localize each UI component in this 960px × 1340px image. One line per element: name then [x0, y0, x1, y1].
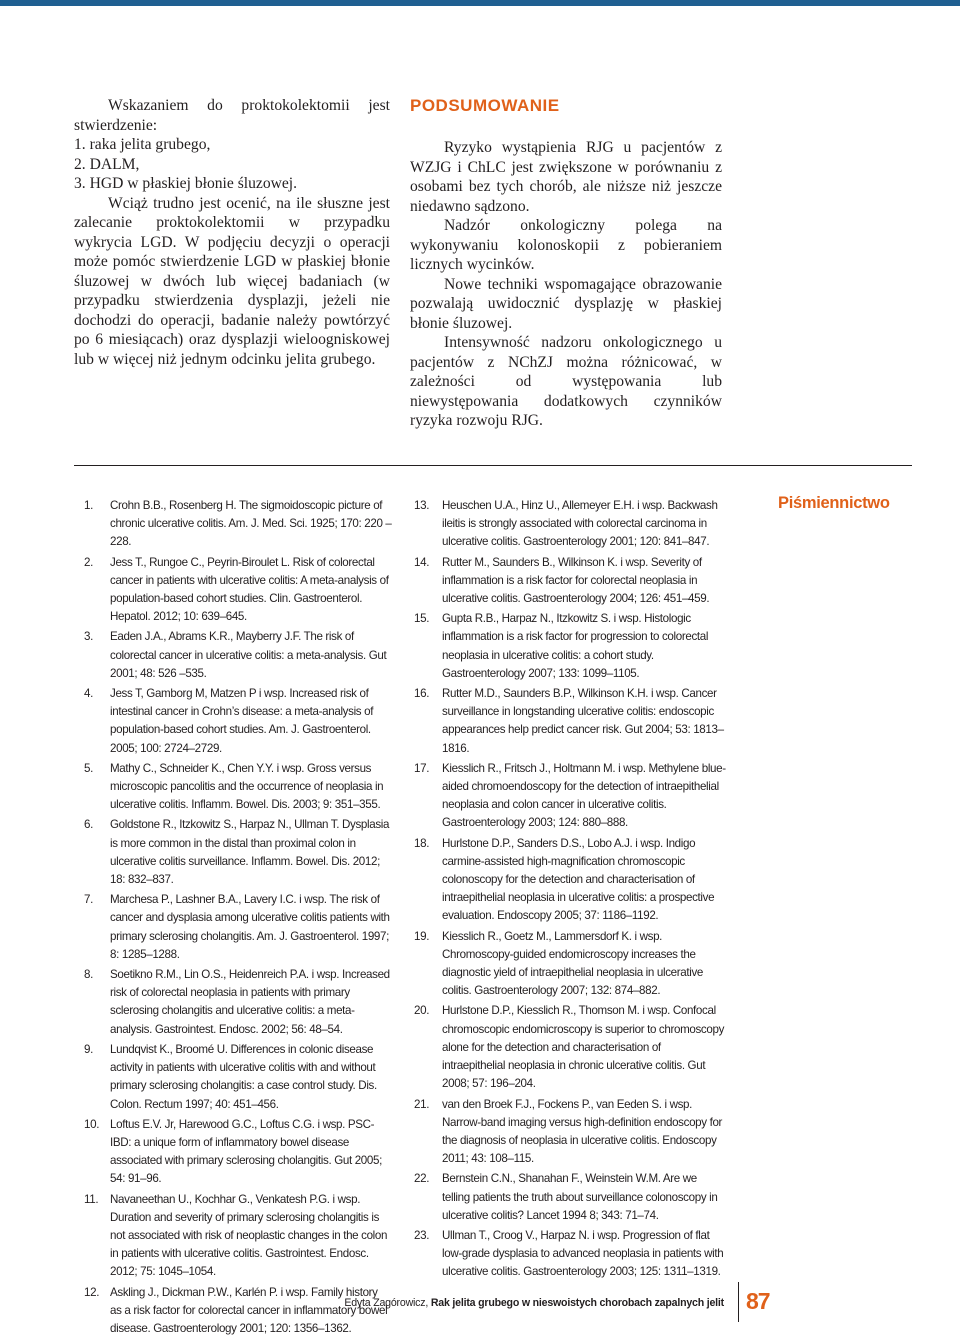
reference-item: [84, 1041, 392, 1114]
references-heading: Piśmiennictwo: [778, 494, 890, 512]
summary-paragraph: Nowe techniki wspomagające obrazowanie pozwalają uwidocznić dysplazję w płaskiej błonie śluzowej.: [410, 275, 722, 332]
page-number: 87: [746, 1288, 770, 1314]
reference-text: Soetikno R.M., Lin O.S., Heidenreich P.A. i wsp. Increased risk of colorectal neoplasia in patients with primary sclerosing cholangitis and ulcerative colitis: a meta-analysis. Gastrointest. Endosc. 2002; 56: 48–54.: [110, 968, 390, 1036]
reference-item: [414, 497, 726, 552]
reference-text: Askling J., Dickman P.W., Karlén P. i wsp. Family history as a risk factor for colorectal cancer in inflammatory bowel disease. Gastroenterology 2001; 120: 1356–1362.: [110, 1285, 388, 1335]
reference-number: 15.: [414, 612, 430, 626]
reference-number: 18.: [414, 836, 430, 850]
reference-item: [84, 1191, 392, 1282]
reference-text: Loftus E.V. Jr, Harewood G.C., Loftus C.G. i wsp. PSC-IBD: a unique form of inflammatory bowel disease associated with primary sclerosing cholangitis. Gut 2005; 54: 91–96.: [110, 1117, 382, 1186]
reference-item: [414, 928, 726, 1001]
reference-number: 10.: [84, 1117, 100, 1131]
reference-number: 21.: [414, 1097, 430, 1111]
reference-number: 9.: [84, 1042, 93, 1056]
reference-item: [414, 1096, 726, 1169]
reference-text: Crohn B.B., Rosenberg H. The sigmoidoscopic picture of chronic ulcerative colitis. Am. J. Med. Sci. 1925; 170: 220 –228.: [110, 499, 392, 549]
reference-number: 6.: [84, 818, 93, 832]
left-text-column: [74, 96, 390, 369]
list-item: 1. raka jelita grubego,: [74, 136, 211, 153]
reference-item: [414, 685, 726, 758]
summary-column: [410, 96, 722, 431]
references-right-column: [414, 497, 726, 1284]
reference-number: 5.: [84, 761, 93, 775]
reference-number: 4.: [84, 687, 93, 701]
reference-text: Kiesslich R., Fritsch J., Holtmann M. i wsp. Methylene blue-aided chromoendoscopy for the detection of intraepithelial neoplasia and colon cancer in ulcerative colitis. Gastroenterology 2003; 124: 880–888.: [442, 761, 726, 830]
reference-text: Goldstone R., Itzkowitz S., Harpaz N., Ullman T. Dysplasia is more common in the distal than proximal colon in ulcerative colitis surveillance. Inflamm. Bowel. Dis. 2012; 18: 832–837.: [110, 818, 390, 887]
references-left-column: [84, 497, 392, 1340]
reference-text: Gupta R.B., Harpaz N., Itzkowitz S. i wsp. Histologic inflammation is a risk factor for progression to colorectal neoplasia in ulcerative colitis: a cohort study. Gastroenterology 2007; 133: 1099–1105.: [442, 612, 709, 680]
summary-paragraph: Nadzór onkologiczny polega na wykonywaniu kolonoskopii z pobieraniem licznych wycinków.: [410, 217, 722, 273]
reference-text: Bernstein C.N., Shanahan F., Weinstein W.M. Are we telling patients the truth about surveillance colonoscopy in ulcerative colitis? Lancet 1994 8; 343: 71–74.: [442, 1172, 718, 1222]
reference-number: 19.: [414, 929, 430, 943]
reference-text: Rutter M., Saunders B., Wilkinson K. i wsp. Severity of inflammation is a risk factor for colorectal neoplasia in ulcerative colitis. Gastroenterology 2004; 126: 451–459.: [442, 555, 710, 606]
top-color-bar: [0, 0, 960, 6]
reference-item: [414, 760, 726, 833]
reference-number: 23.: [414, 1228, 430, 1242]
reference-text: Kiesslich R., Goetz M., Lammersdorf K. i wsp. Chromoscopy-guided endomicroscopy increases the diagnostic yield of intraepithelial neoplasia in ulcerative colitis. Gastroenterology 2007; 132: 874–882.: [442, 929, 703, 998]
reference-item: [414, 554, 726, 609]
reference-item: [84, 628, 392, 683]
reference-text: Rutter M.D., Saunders B.P., Wilkinson K.H. i wsp. Cancer surveillance in longstanding ulcerative colitis: endoscopic appearances help predict cancer risk. Gut 2004; 53: 1813–1816.: [442, 687, 724, 755]
footer-title: Rak jelita grubego w nieswoistych chorobach zapalnych jelit: [430, 1297, 724, 1309]
reference-number: 12.: [84, 1285, 100, 1299]
list-item: 3. HGD w płaskiej błonie śluzowej.: [74, 175, 298, 192]
reference-item: [414, 1002, 726, 1093]
body-paragraph: Wciąż trudno jest ocenić, na ile słuszne jest zalecanie proktokolektomii w przypadku wykrycia LGD. W podjęciu decyzji o operacji może pomóc stwierdzenie LGD w płaskiej błonie śluzowej w dwóch lub więcej badaniach (w przypadku stwierdzenia dysplazji, jeżeli nie dochodzi do operacji, badanie należy powtórzyć po 6 miesiącach) oraz dysplazji wieloogniskowej lub w więcej niż jednym odcinku jelita grubego.: [74, 194, 390, 368]
intro-paragraph: Wskazaniem do proktokolektomii jest stwierdzenie:: [74, 97, 390, 134]
reference-item: [84, 497, 392, 552]
summary-paragraph: Intensywność nadzoru onkologicznego u pacjentów z NChZJ można różnicować, w zależności od występowania lub niewystępowania dodatkowych czynników ryzyka rozwoju RJG.: [410, 334, 722, 429]
reference-item: [84, 966, 392, 1039]
section-divider: [74, 465, 912, 466]
reference-item: [84, 1116, 392, 1189]
list-item: 2. DALM,: [74, 155, 140, 173]
reference-text: Marchesa P., Lashner B.A., Lavery I.C. i wsp. The risk of cancer and dysplasia among ulcerative colitis patients with primary sclerosing cholangitis. Am. J. Gastroenterol. 1997; 8: 1285–1288.: [110, 893, 390, 961]
reference-number: 17.: [414, 761, 430, 775]
running-footer: [300, 1297, 724, 1309]
reference-text: Jess T, Gamborg M, Matzen P i wsp. Increased risk of intestinal cancer in Crohn’s disease: a meta-analysis of population-based cohort studies. Am. J. Gastroenterol. 2005; 100: 2724–2729.: [110, 687, 374, 755]
reference-item: [84, 760, 392, 815]
reference-number: 8.: [84, 968, 93, 982]
reference-number: 14.: [414, 555, 430, 569]
reference-item: [414, 610, 726, 683]
reference-text: Lundqvist K., Broomé U. Differences in colonic disease activity in patients with ulcerative colitis with and without primary sclerosing cholangitis: a case control study. Dis. Colon. Rectum 1997; 40: 451–456.: [110, 1042, 377, 1111]
reference-number: 11.: [84, 1192, 99, 1206]
reference-text: Hurlstone D.P., Kiesslich R., Thomson M. i wsp. Confocal chromoscopic endomicroscopy is superior to chromoscopy alone for the detection and characterisation of intraepithelial neoplasia in chronic ulcerative colitis. Gut 2008; 57: 196–204.: [442, 1004, 725, 1091]
reference-item: [414, 1227, 726, 1282]
reference-number: 1.: [84, 499, 93, 512]
reference-text: van den Broek F.J., Fockens P., van Eeden S. i wsp. Narrow-band imaging versus high-definition endoscopy for the diagnosis of neoplasia in ulcerative colitis. Endoscopy 2011; 43: 108–115.: [442, 1097, 723, 1166]
reference-number: 20.: [414, 1004, 430, 1018]
reference-number: 2.: [84, 555, 93, 569]
summary-heading: PODSUMOWANIE: [410, 96, 560, 115]
footer-author: Edyta Zagórowicz,: [344, 1297, 431, 1309]
reference-text: Ullman T., Croog V., Harpaz N. i wsp. Progression of flat low-grade dysplasia to advanced neoplasia in patients with ulcerative colitis. Gastroenterology 2003; 125: 1311–1319.: [442, 1228, 724, 1279]
reference-item: [84, 554, 392, 627]
reference-text: Eaden J.A., Abrams K.R., Mayberry J.F. The risk of colorectal cancer in ulcerative colitis: a meta-analysis. Gut 2001; 48: 526 –535.: [110, 630, 387, 680]
reference-number: 7.: [84, 893, 93, 907]
summary-paragraph: Ryzyko wystąpienia RJG u pacjentów z WZJG i ChLC jest zwiększone w porównaniu z osobami bez tych chorób, ale niższe niż jeszcze niedawno sądzono.: [410, 139, 722, 215]
reference-item: [84, 685, 392, 758]
reference-item: [414, 835, 726, 926]
reference-text: Navaneethan U., Kochhar G., Venkatesh P.G. i wsp. Duration and severity of primary sclerosing cholangitis is not associated with risk of neoplastic changes in the colon in patients with ulcerative colitis. Gastrointest. Endosc. 2012; 75: 1045–1054.: [110, 1192, 388, 1279]
reference-item: [84, 891, 392, 964]
reference-number: 3.: [84, 630, 93, 644]
footer-rule: [738, 1282, 739, 1322]
reference-number: 16.: [414, 687, 430, 701]
reference-item: [414, 1170, 726, 1225]
reference-number: 13.: [414, 499, 430, 512]
reference-item: [84, 1284, 392, 1339]
reference-text: Heuschen U.A., Hinz U., Allemeyer E.H. i wsp. Backwash ileitis is strongly associated with colorectal carcinoma in ulcerative colitis. Gastroenterology 2001; 120: 841–847.: [442, 499, 718, 549]
reference-text: Mathy C., Schneider K., Chen Y.Y. i wsp. Gross versus microscopic pancolitis and the occurrence of neoplasia in ulcerative colitis. Inflamm. Bowel. Dis. 2003; 9: 351–355.: [110, 761, 384, 812]
reference-text: Hurlstone D.P., Sanders D.S., Lobo A.J. i wsp. Indigo carmine-assisted high-magnification chromoscopic colonoscopy for the detection and characterisation of intraepithelial neoplasia in ulcerative colitis: a prospective evaluation. Endoscopy 2005; 37: 1186–1192.: [442, 836, 715, 923]
reference-text: Jess T., Rungoe C., Peyrin-Biroulet L. Risk of colorectal cancer in patients with ulcerative colitis: A meta-analysis of population-based cohort studies. Clin. Gastroenterol. Hepatol. 2012; 10: 639–645.: [110, 555, 389, 624]
reference-number: 22.: [414, 1172, 430, 1186]
reference-item: [84, 816, 392, 889]
